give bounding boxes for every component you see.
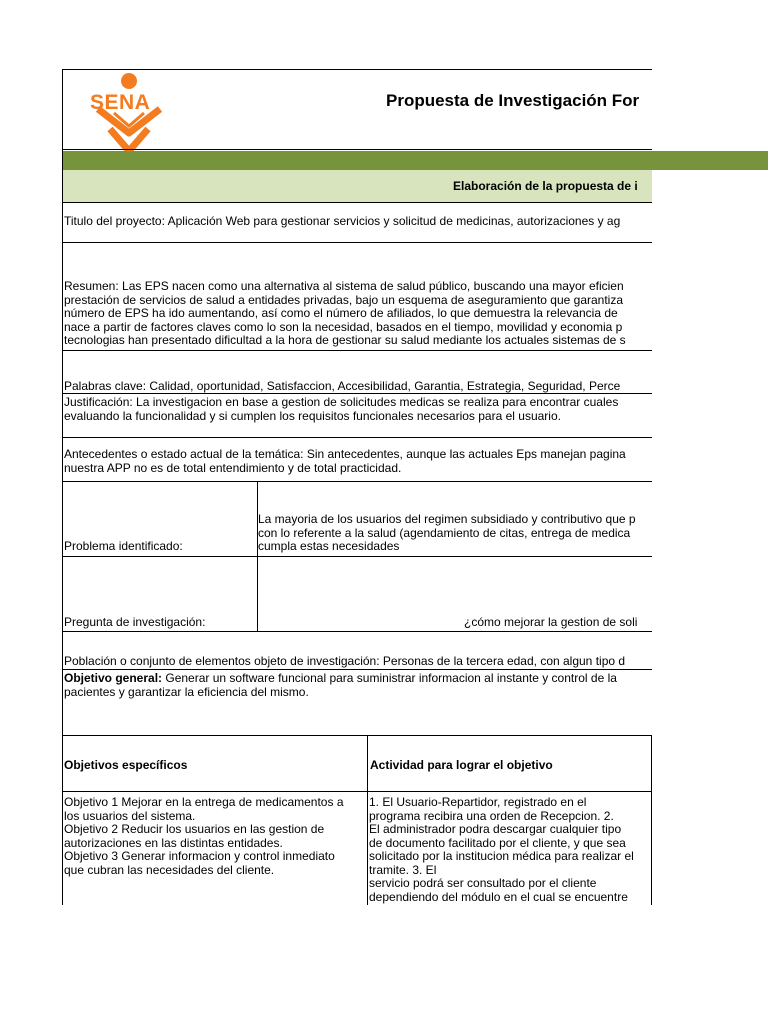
resumen-line: número de EPS ha ido aumentando, así como el número de afiliados, lo que demuestra la relevancia de bbox=[64, 306, 618, 320]
table-col-divider bbox=[367, 735, 368, 905]
objetivo-line: Objetivo 1 Mejorar en la entrega de medicamentos a bbox=[64, 795, 344, 809]
problema-line: La mayoria de los usuarios del regimen subsidiado y contributivo que p bbox=[258, 512, 636, 526]
sheet-top-border bbox=[62, 69, 652, 70]
objetivo-general-line bbox=[64, 672, 617, 686]
problema-line: con lo referente a la salud (agendamiento de citas, entrega de medica bbox=[258, 525, 631, 540]
problema-label: Problema identificado: bbox=[64, 539, 183, 553]
justificacion-line: evaluando la funcionalidad y si cumplen los requisitos funcionales necesarios para el usuario. bbox=[64, 408, 561, 423]
objetivo-general-text: Generar un software funcional para suministrar informacion al instante y control de la bbox=[162, 671, 617, 685]
objetivo-line: Objetivo 2 Reducir los usuarios en las gestion de bbox=[64, 822, 325, 836]
keywords-bottom-line bbox=[62, 393, 652, 394]
objetivo-line: los usuarios del sistema. bbox=[64, 808, 196, 823]
antecedentes-line: Antecedentes o estado actual de la temática: Sin antecedentes, aunque las actuales Eps manejan pagina bbox=[64, 447, 626, 461]
objetivo-general-label: Objetivo general: bbox=[64, 671, 163, 685]
green-header-bar bbox=[63, 151, 768, 170]
objetivo-general-block bbox=[64, 672, 617, 699]
actividad-line: 1. El Usuario-Repartidor, registrado en el bbox=[369, 795, 587, 809]
actividad-line: El administrador podra descargar cualquier tipo bbox=[369, 822, 622, 836]
section-banner-text: Elaboración de la propuesta de i bbox=[453, 179, 638, 193]
table-header-bottom-line bbox=[62, 791, 652, 792]
objetivo-line: que cubran las necesidades del cliente. bbox=[64, 862, 275, 877]
pregunta-label: Pregunta de investigación: bbox=[64, 615, 206, 629]
table-top-line bbox=[62, 735, 652, 736]
actividad-line: de documento facilitado por el cliente, y que sea bbox=[369, 835, 626, 850]
actividad-cell bbox=[369, 796, 634, 904]
header-bottom-line bbox=[62, 149, 652, 150]
table-header-objetivos: Objetivos específicos bbox=[64, 758, 188, 772]
page-title: Propuesta de Investigación For bbox=[386, 91, 640, 110]
problema-bottom-line bbox=[62, 556, 652, 557]
justificacion-line: Justificación: La investigacion en base a gestion de solicitudes medicas se realiza para encontrar cuales bbox=[64, 395, 619, 409]
poblacion-text: Población o conjunto de elementos objeto de investigación: Personas de la tercera edad, con algun tipo d bbox=[64, 654, 626, 668]
actividad-line: dependiendo del módulo en el cual se encuentre bbox=[369, 889, 628, 904]
actividad-line: programa recibira una orden de Recepcion. 2. bbox=[369, 808, 614, 823]
justificacion-block bbox=[64, 396, 618, 423]
banner-bottom-line bbox=[62, 202, 652, 203]
resumen-line: tecnologias han presentado dificultad a la hora de gestionar su salud mediante los actuales sistemas de s bbox=[64, 333, 626, 347]
pregunta-value: ¿cómo mejorar la gestion de soli bbox=[464, 615, 638, 629]
project-title-text: Titulo del proyecto: Aplicación Web para gestionar servicios y solicitud de medicinas, autorizaciones y ag bbox=[64, 214, 621, 228]
objetivo-line: autorizaciones en las distintas entidades. bbox=[64, 835, 283, 850]
antecedentes-bottom-line bbox=[62, 481, 652, 482]
problema-block bbox=[258, 513, 636, 554]
resumen-line: nace a partir de factores claves como lo son la necesidad, basados en el tiempo, movilidad y economia p bbox=[64, 319, 623, 334]
resumen-line: prestación de servicios de salud a entidades privadas, bajo un esquema de aseguramiento que garantiza bbox=[64, 292, 624, 307]
antecedentes-block bbox=[64, 448, 626, 475]
sena-logo bbox=[84, 71, 174, 155]
document-sheet bbox=[62, 69, 768, 905]
justificacion-bottom-line bbox=[62, 437, 652, 438]
actividad-line: tramite. 3. El bbox=[369, 862, 437, 877]
resumen-bottom-line bbox=[62, 350, 652, 351]
antecedentes-line: nuestra APP no es de total entendimiento y de total practicidad. bbox=[64, 460, 402, 475]
pregunta-bottom-line bbox=[62, 631, 652, 632]
objetivos-especificos-cell bbox=[64, 796, 344, 877]
table-header-actividad: Actividad para lograr el objetivo bbox=[370, 758, 553, 772]
actividad-line: servicio podrá ser consultado por el cliente bbox=[369, 876, 597, 890]
actividad-line: solicitado por la institucion médica para realizar el bbox=[369, 849, 634, 863]
sena-logo-text: SENA bbox=[90, 91, 151, 114]
poblacion-bottom-line bbox=[62, 669, 652, 670]
table-right-border bbox=[651, 735, 652, 905]
objetivo-line: Objetivo 3 Generar informacion y control inmediato bbox=[64, 849, 335, 863]
problema-line: cumpla estas necesidades bbox=[258, 539, 400, 553]
objetivo-general-line2: pacientes y garantizar la eficiencia del mismo. bbox=[64, 684, 309, 699]
keywords-text: Palabras clave: Calidad, oportunidad, Satisfaccion, Accesibilidad, Garantia, Estrategia, Seguridad, Perce bbox=[64, 379, 621, 393]
titulo-bottom-line bbox=[62, 242, 652, 243]
resumen-line: Resumen: Las EPS nacen como una alternativa al sistema de salud público, buscando una mayor eficien bbox=[64, 279, 624, 293]
resumen-block bbox=[64, 280, 626, 348]
